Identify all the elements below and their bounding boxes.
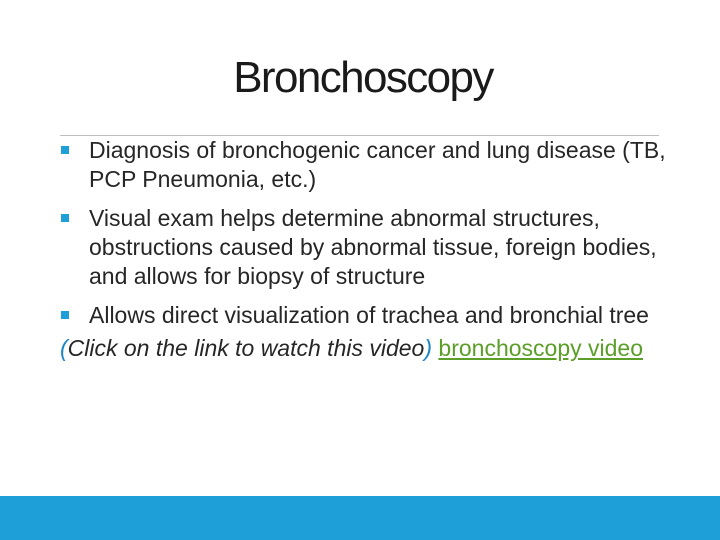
square-bullet-icon (61, 146, 69, 154)
slide-body (60, 136, 670, 363)
square-bullet-icon (61, 311, 69, 319)
bronchoscopy-video-link[interactable]: bronchoscopy video (438, 335, 643, 361)
slide-title: Bronchoscopy (233, 53, 493, 102)
bullet-text: Visual exam helps determine abnormal structures, obstructions caused by abnormal tissue, foreign bodies, and allows for biopsy of structure (89, 205, 657, 289)
bullet-text: Diagnosis of bronchogenic cancer and lung disease (TB, PCP Pneumonia, etc.) (89, 137, 666, 192)
bullet-item (60, 301, 670, 330)
bullet-item (60, 136, 670, 194)
bullet-item (60, 204, 670, 291)
open-paren: ( (60, 335, 68, 361)
note-italic-text: Click on the link to watch this video (67, 335, 425, 361)
square-bullet-icon (61, 214, 69, 222)
close-paren: ) (424, 335, 433, 361)
footer-bar (0, 496, 720, 540)
video-note (60, 334, 670, 363)
bullet-text: Allows direct visualization of trachea and bronchial tree (89, 302, 649, 328)
